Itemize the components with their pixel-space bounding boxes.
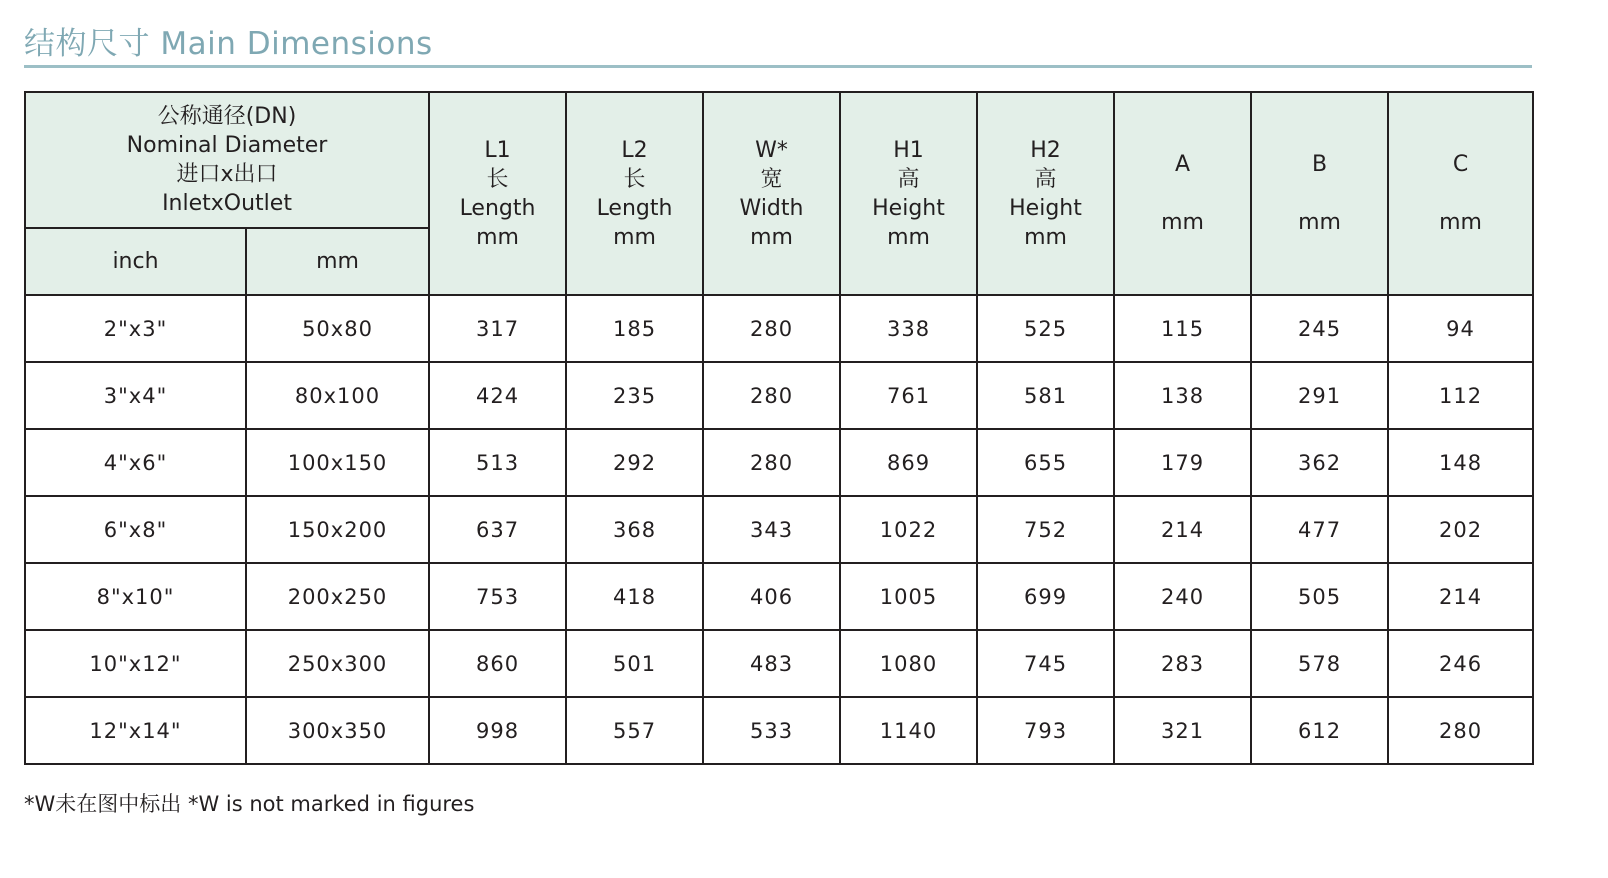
header-label: 进口x出口 [176, 162, 278, 187]
cell-w: 483 [703, 630, 840, 697]
cell-inch: 2"x3" [25, 295, 246, 362]
table-row [25, 496, 1533, 563]
header-label: 长 [623, 166, 646, 192]
header-mm: mm [246, 228, 429, 295]
header-label: InletxOutlet [162, 191, 292, 216]
header-unit: mm [750, 224, 793, 250]
header-label: 长 [486, 166, 509, 192]
cell-a: 321 [1114, 697, 1251, 764]
header-unit: mm [476, 224, 519, 250]
cell-inch: 8"x10" [25, 563, 246, 630]
header-l2 [566, 92, 703, 295]
header-label: 公称通径(DN) [157, 104, 297, 129]
cell-b: 291 [1251, 362, 1388, 429]
cell-w: 280 [703, 429, 840, 496]
cell-h1: 338 [840, 295, 977, 362]
cell-h1: 1022 [840, 496, 977, 563]
cell-a: 179 [1114, 429, 1251, 496]
header-label: Width [739, 195, 804, 221]
header-unit: mm [1439, 210, 1482, 235]
cell-h2: 581 [977, 362, 1114, 429]
header-label: B [1311, 152, 1328, 177]
cell-w: 280 [703, 295, 840, 362]
header-w [703, 92, 840, 295]
cell-b: 578 [1251, 630, 1388, 697]
cell-h2: 699 [977, 563, 1114, 630]
cell-l1: 753 [429, 563, 566, 630]
cell-a: 115 [1114, 295, 1251, 362]
cell-h2: 752 [977, 496, 1114, 563]
cell-l2: 368 [566, 496, 703, 563]
header-unit: mm [1024, 224, 1067, 250]
header-h1 [840, 92, 977, 295]
cell-a: 138 [1114, 362, 1251, 429]
header-label: 高 [1034, 166, 1057, 192]
cell-mm: 50x80 [246, 295, 429, 362]
page-title: 结构尺寸 Main Dimensions [24, 26, 433, 62]
cell-a: 240 [1114, 563, 1251, 630]
header-nominal-diameter [25, 92, 429, 228]
cell-l2: 418 [566, 563, 703, 630]
cell-l2: 185 [566, 295, 703, 362]
cell-l2: 557 [566, 697, 703, 764]
header-label: 宽 [760, 166, 783, 192]
footnote: *W未在图中标出 *W is not marked in figures [24, 792, 475, 816]
cell-w: 343 [703, 496, 840, 563]
cell-c: 148 [1388, 429, 1533, 496]
table-row [25, 295, 1533, 362]
header-label: Height [872, 195, 945, 221]
table-row [25, 429, 1533, 496]
cell-h1: 1140 [840, 697, 977, 764]
cell-l1: 513 [429, 429, 566, 496]
cell-c: 246 [1388, 630, 1533, 697]
header-label: L2 [621, 137, 648, 163]
header-b [1251, 92, 1388, 295]
cell-l1: 317 [429, 295, 566, 362]
header-l1 [429, 92, 566, 295]
cell-w: 406 [703, 563, 840, 630]
cell-inch: 10"x12" [25, 630, 246, 697]
header-label: Length [596, 195, 673, 221]
cell-c: 94 [1388, 295, 1533, 362]
header-unit: mm [887, 224, 930, 250]
cell-b: 505 [1251, 563, 1388, 630]
table-row [25, 697, 1533, 764]
table-row [25, 563, 1533, 630]
cell-c: 202 [1388, 496, 1533, 563]
header-h2 [977, 92, 1114, 295]
header-unit: mm [1161, 210, 1204, 235]
header-label: Height [1009, 195, 1082, 221]
cell-l2: 292 [566, 429, 703, 496]
header-unit: mm [1298, 210, 1341, 235]
header-label: H1 [893, 137, 924, 163]
header-row [25, 92, 1533, 228]
cell-w: 533 [703, 697, 840, 764]
cell-l1: 424 [429, 362, 566, 429]
cell-h2: 793 [977, 697, 1114, 764]
cell-inch: 3"x4" [25, 362, 246, 429]
cell-w: 280 [703, 362, 840, 429]
cell-mm: 80x100 [246, 362, 429, 429]
cell-mm: 200x250 [246, 563, 429, 630]
cell-mm: 150x200 [246, 496, 429, 563]
header-label: Length [459, 195, 536, 221]
cell-h1: 1005 [840, 563, 977, 630]
cell-h2: 655 [977, 429, 1114, 496]
cell-b: 612 [1251, 697, 1388, 764]
cell-a: 214 [1114, 496, 1251, 563]
cell-inch: 6"x8" [25, 496, 246, 563]
table-row [25, 630, 1533, 697]
header-inch: inch [25, 228, 246, 295]
cell-mm: 250x300 [246, 630, 429, 697]
cell-h2: 745 [977, 630, 1114, 697]
header-label: C [1452, 152, 1469, 177]
cell-c: 280 [1388, 697, 1533, 764]
cell-mm: 100x150 [246, 429, 429, 496]
cell-l2: 501 [566, 630, 703, 697]
cell-h1: 1080 [840, 630, 977, 697]
cell-b: 362 [1251, 429, 1388, 496]
cell-b: 477 [1251, 496, 1388, 563]
cell-c: 112 [1388, 362, 1533, 429]
cell-mm: 300x350 [246, 697, 429, 764]
cell-l1: 637 [429, 496, 566, 563]
cell-l1: 860 [429, 630, 566, 697]
header-c [1388, 92, 1533, 295]
cell-h1: 869 [840, 429, 977, 496]
cell-a: 283 [1114, 630, 1251, 697]
header-label: 高 [897, 166, 920, 192]
header-label: H2 [1030, 137, 1061, 163]
header-a [1114, 92, 1251, 295]
cell-l2: 235 [566, 362, 703, 429]
cell-l1: 998 [429, 697, 566, 764]
header-label: A [1174, 152, 1191, 177]
header-label: W* [755, 137, 788, 163]
cell-b: 245 [1251, 295, 1388, 362]
cell-h1: 761 [840, 362, 977, 429]
title-underline [24, 65, 1532, 68]
cell-c: 214 [1388, 563, 1533, 630]
dimensions-table [24, 91, 1534, 765]
header-label: L1 [484, 137, 511, 163]
cell-inch: 4"x6" [25, 429, 246, 496]
table-row [25, 362, 1533, 429]
cell-h2: 525 [977, 295, 1114, 362]
header-unit: mm [613, 224, 656, 250]
cell-inch: 12"x14" [25, 697, 246, 764]
header-label: Nominal Diameter [126, 133, 328, 158]
